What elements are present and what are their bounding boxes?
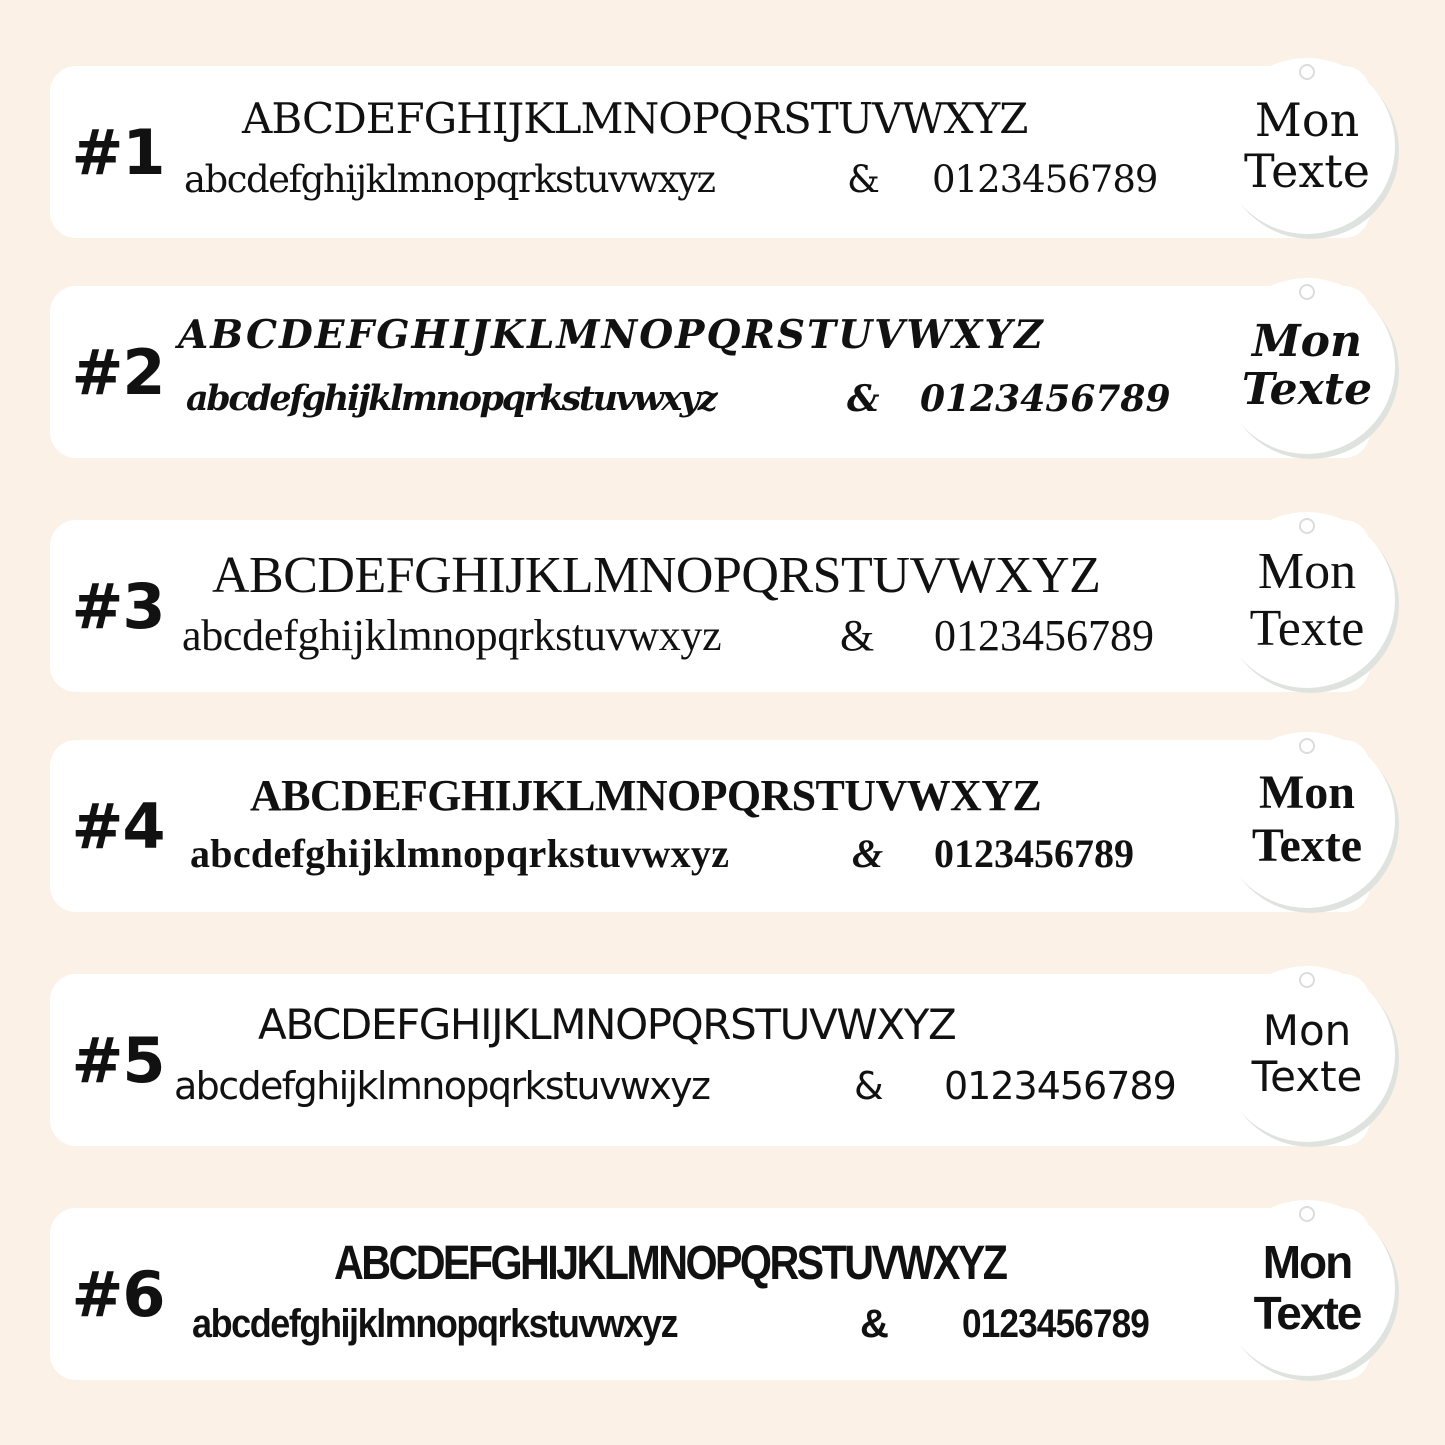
tag-line-1: Mon [1257,542,1357,600]
ampersand-sample: & [840,611,875,660]
ampersand-sample: & [847,378,880,420]
tag-line-1: Mon [1251,315,1363,367]
font-card-4 [50,740,1370,912]
tag-line-2: Texte [1253,1287,1361,1339]
lowercase-sample: abcdefghijklmnopqrkstuvwxyz [186,378,716,419]
lowercase-sample: abcdefghijklmnopqrkstuvwxyz [192,1302,678,1346]
tag-text [1219,1200,1395,1376]
uppercase-sample: ABCDEFGHIJKLMNOPQRSTUVWXYZ [212,547,1101,604]
tag-text [1219,278,1395,454]
tag-preview [1219,966,1395,1142]
tag-line-1: Mon [1259,766,1355,820]
tag-line-2: Texte [1251,819,1363,872]
tag-text [1219,58,1395,234]
uppercase-sample: ABCDEFGHIJKLMNOPQRSTUVWXYZ [258,1000,956,1049]
uppercase-sample: ABCDEFGHIJKLMNOPQRSTUVWXYZ [242,94,1028,143]
font-number: #6 [71,1257,165,1331]
tag-preview [1219,278,1395,454]
tag-preview [1219,512,1395,688]
tag-preview [1219,58,1395,234]
tag-line-1: Mon [1262,1236,1352,1289]
ampersand-sample: & [852,831,884,876]
digits-sample: 0123456789 [934,611,1154,660]
ampersand-sample: & [860,1302,889,1346]
ampersand-sample: & [854,1064,884,1108]
lowercase-sample: abcdefghijklmnopqrkstuvwxyz [174,1064,710,1108]
uppercase-sample: ABCDEFGHIJKLMNOPQRSTUVWXYZ [178,312,1045,358]
tag-preview [1219,1200,1395,1376]
font-card-5 [50,974,1370,1146]
font-card-1 [50,66,1370,238]
lowercase-sample: abcdefghijklmnopqrkstuvwxyz [182,611,722,660]
uppercase-sample: ABCDEFGHIJKLMNOPQRSTUVWXYZ [334,1237,1006,1290]
lowercase-sample: abcdefghijklmnopqrkstuvwxyz [184,158,715,201]
font-card-3 [50,520,1370,692]
font-number: #3 [71,569,165,643]
font-number: #4 [71,789,165,863]
font-card-6 [50,1208,1370,1380]
font-number: #5 [71,1023,165,1097]
tag-text [1219,512,1395,688]
digits-sample: 0123456789 [962,1302,1149,1346]
ampersand-sample: & [847,158,880,201]
uppercase-sample: ABCDEFGHIJKLMNOPQRSTUVWXYZ [250,771,1042,820]
font-number: #1 [71,115,165,189]
tag-line-1: Mon [1262,1005,1352,1055]
digits-sample: 0123456789 [932,158,1158,201]
font-number: #2 [71,335,165,409]
tag-preview [1219,732,1395,908]
tag-line-2: Texte [1241,364,1373,415]
tag-line-1: Mon [1254,93,1360,148]
tag-line-2: Texte [1251,1052,1363,1101]
font-card-2 [50,286,1373,458]
tag-line-2: Texte [1244,144,1370,198]
digits-sample: 0123456789 [920,378,1171,420]
digits-sample: 0123456789 [934,831,1134,876]
digits-sample: 0123456789 [944,1064,1176,1108]
tag-line-2: Texte [1249,600,1365,657]
tag-text [1219,732,1395,908]
lowercase-sample: abcdefghijklmnopqrkstuvwxyz [190,831,730,876]
tag-text [1219,966,1395,1142]
